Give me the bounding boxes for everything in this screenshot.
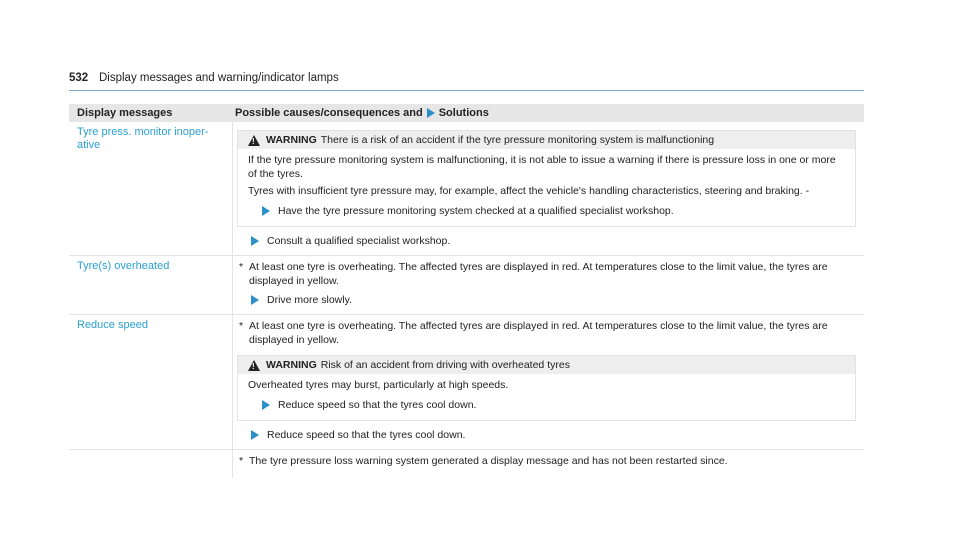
warning-step-text: Reduce speed so that the tyres cool down. [278, 399, 477, 411]
solution-step [251, 294, 864, 306]
solution-step-text: Drive more slowly. [267, 294, 352, 306]
exclamation-glyph: ! [252, 361, 255, 371]
solution-step [251, 235, 864, 247]
warning-paragraph: Tyres with insufficient tyre pressure may, for example, affect the vehicle's handling characteristics, steering and braking. - [248, 185, 810, 197]
solution-step [251, 429, 864, 441]
col-header-causes [235, 107, 489, 119]
arrow-right-icon [427, 108, 435, 118]
warning-label: WARNING [266, 359, 317, 371]
note-text: At least one tyre is overheating. The affected tyres are displayed in red. At temperatures close to the limit value, the tyres are displayed in yellow. [249, 261, 828, 287]
footnote-row [69, 450, 864, 478]
warning-step-text: Have the tyre pressure monitoring system checked at a qualified specialist workshop. [278, 205, 674, 217]
warning-title: There is a risk of an accident if the tyre pressure monitoring system is malfunctioning [320, 134, 715, 146]
warning-body [238, 374, 855, 420]
note [239, 319, 864, 347]
warning-paragraph: If the tyre pressure monitoring system is malfunctioning, it is not able to issue a warning if there is pressure loss in one or more of the tyres. [248, 154, 836, 180]
row-content [232, 256, 864, 314]
row-content [232, 315, 864, 449]
table-row [69, 315, 864, 450]
row-content [232, 122, 864, 255]
page-header [69, 70, 864, 91]
arrow-right-icon [262, 400, 270, 410]
asterisk: * [239, 320, 244, 332]
display-messages-table [69, 104, 864, 478]
warning-title: Risk of an accident from driving with overheated tyres [320, 359, 570, 371]
warning-step [262, 204, 847, 218]
message-reduce-speed: Reduce speed [77, 319, 148, 331]
asterisk: * [239, 261, 244, 273]
note-text: At least one tyre is overheating. The affected tyres are displayed in red. At temperatures close to the limit value, the tyres are displayed in yellow. [249, 320, 828, 346]
row-content [232, 450, 864, 478]
arrow-right-icon [251, 295, 259, 305]
arrow-right-icon [262, 206, 270, 216]
warning-box [237, 355, 856, 421]
table-header [69, 104, 864, 122]
warning-body [238, 149, 855, 226]
warning-triangle-icon [248, 135, 260, 146]
warning-box [237, 130, 856, 227]
table-row [69, 256, 864, 315]
warning-label: WARNING [266, 134, 317, 146]
col-header-messages: Display messages [77, 107, 173, 119]
col-header-solutions-text: Solutions [438, 107, 489, 119]
page-number: 532 [69, 72, 89, 84]
message-tyres-overheated: Tyre(s) overheated [77, 260, 170, 272]
warning-header [238, 131, 855, 149]
table-row [69, 122, 864, 256]
warning-header [238, 356, 855, 374]
warning-triangle-icon [248, 360, 260, 371]
footnote [239, 454, 864, 468]
col-header-causes-text: Possible causes/consequences and [235, 107, 423, 119]
solution-step-text: Reduce speed so that the tyres cool down. [267, 429, 466, 441]
asterisk: * [239, 455, 244, 467]
warning-paragraph: Overheated tyres may burst, particularly at high speeds. [248, 379, 509, 391]
arrow-right-icon [251, 430, 259, 440]
warning-step [262, 398, 847, 412]
message-tyre-press-monitor: Tyre press. monitor inoper-ative [77, 126, 209, 151]
section-title: Display messages and warning/indicator lamps [99, 72, 339, 84]
solution-step-text: Consult a qualified specialist workshop. [267, 235, 451, 247]
exclamation-glyph: ! [252, 136, 255, 146]
footnote-text: The tyre pressure loss warning system generated a display message and has not been restarted since. [249, 455, 728, 467]
arrow-right-icon [251, 236, 259, 246]
note [239, 260, 864, 288]
